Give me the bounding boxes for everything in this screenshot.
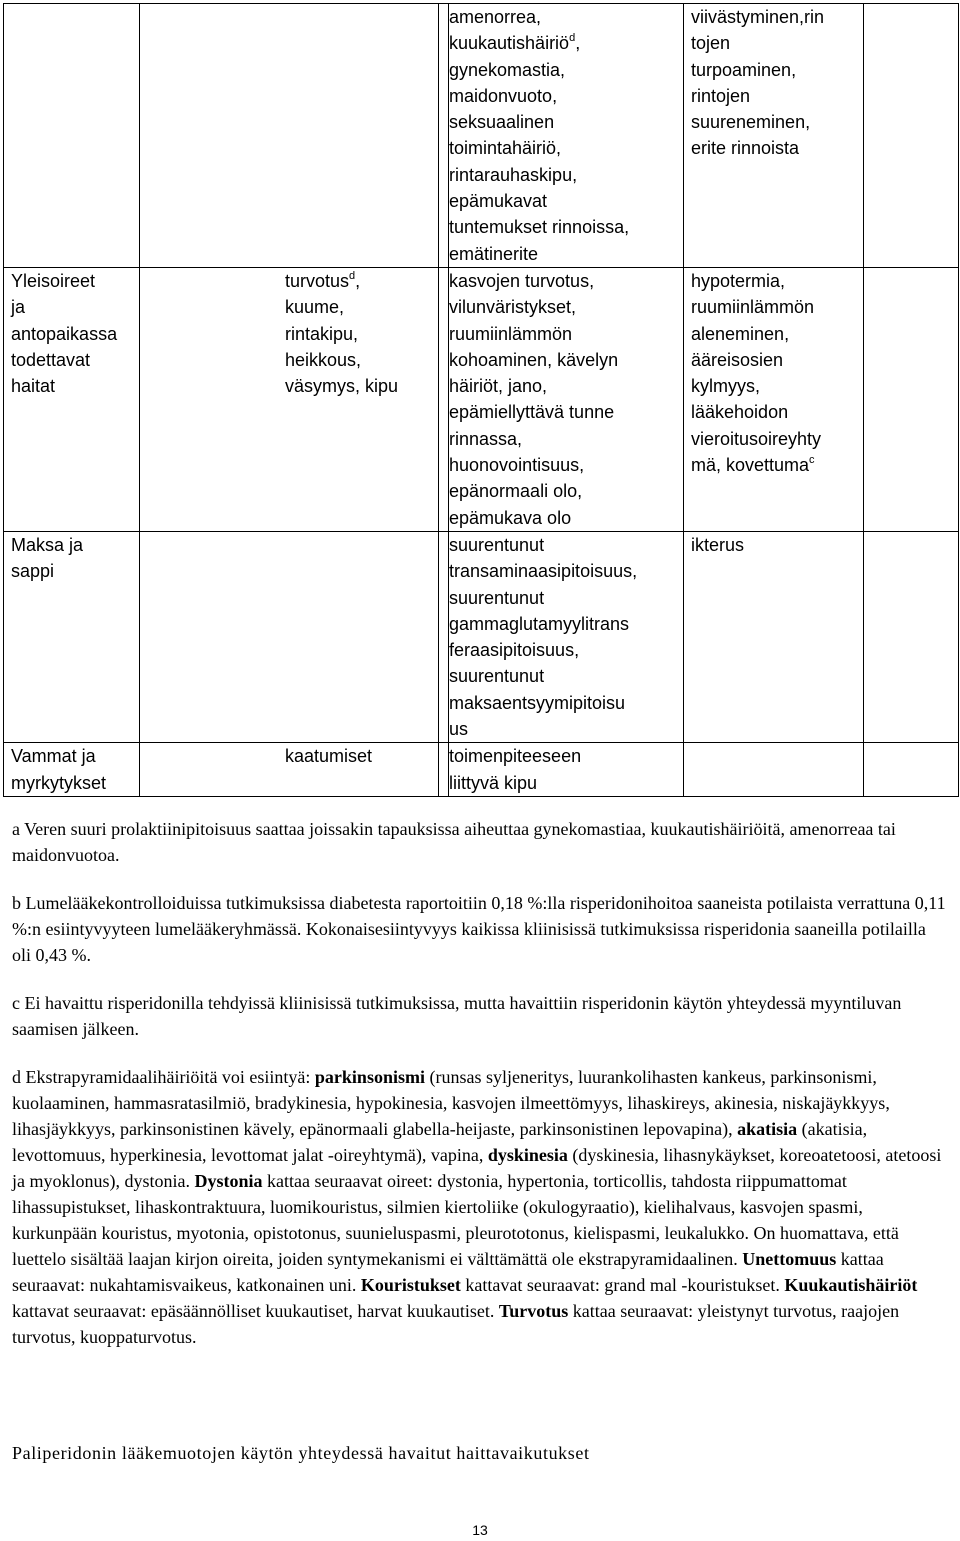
term-akatisia: akatisia bbox=[737, 1119, 798, 1139]
uncommon-effects-cell: toimenpiteeseen liittyvä kipu bbox=[449, 743, 684, 797]
table-row bbox=[4, 743, 959, 797]
term-turvotus: Turvotus bbox=[498, 1301, 569, 1321]
common-effects-cell bbox=[140, 531, 439, 742]
common-effects-cell: kaatumiset bbox=[140, 743, 439, 797]
spacer-cell bbox=[439, 4, 449, 268]
page-number: 13 bbox=[472, 1522, 488, 1538]
spacer-cell bbox=[439, 531, 449, 742]
term-parkinsonismi: parkinsonismi bbox=[314, 1067, 425, 1087]
adverse-effects-table bbox=[3, 3, 959, 797]
footnote-a: a Veren suuri prolaktiinipitoisuus saattaa joissakin tapauksissa aiheuttaa gynekomastiaa, kuukautishäiriöitä, amenorreaa tai maidonvuotoa. bbox=[12, 819, 896, 865]
uncommon-effects-cell: suurentunut transaminaasipitoisuus, suurentunut gammaglutamyylitrans feraasipitoisuus, suurentunut maksaentsyymipitoisu us bbox=[449, 531, 684, 742]
table-row bbox=[4, 531, 959, 742]
footnote-marker: d bbox=[349, 269, 356, 282]
footnote-c: c Ei havaittu risperidonilla tehdyissä kliinisissä tutkimuksissa, mutta havaittiin risperidonin käytön yhteydessä myyntiluvan saamisen jälkeen. bbox=[12, 993, 902, 1039]
empty-cell bbox=[864, 4, 959, 268]
term-kuukautishairiot: Kuukautishäiriöt bbox=[784, 1275, 918, 1295]
footnotes bbox=[12, 816, 947, 1372]
rare-effects-cell: viivästyminen,rin tojen turpoaminen, rintojen suureneminen, erite rinnoista bbox=[684, 4, 864, 268]
term-dyskinesia: dyskinesia bbox=[487, 1145, 568, 1165]
empty-cell bbox=[864, 531, 959, 742]
footnote-b: b Lumelääkekontrolloiduissa tutkimuksissa diabetesta raportoitiin 0,18 %:lla risperidonihoitoa saaneista potilaista verrattuna 0,11 %:n esiintyvyyteen lumelääkeryhmässä. Kokonaisesiintyvyys kaikissa kliinisissä tutkimuksissa risperidonia saaneilla potilailla oli 0,43 %. bbox=[12, 893, 946, 965]
section-title: Paliperidonin lääkemuotojen käytön yhteydessä havaitut haittavaikutukset bbox=[12, 1443, 590, 1463]
common-effects-cell bbox=[140, 4, 439, 268]
rare-effects-cell: hypotermia, ruumiinlämmön aleneminen, ääreisosien kylmyys, lääkehoidon vieroitusoireyhty mä, kovettuma$^c$ bbox=[684, 267, 864, 531]
rare-effects-cell bbox=[684, 743, 864, 797]
spacer-cell bbox=[439, 267, 449, 531]
term-kouristukset: Kouristukset bbox=[360, 1275, 461, 1295]
table-row bbox=[4, 4, 959, 268]
footnote-marker: d bbox=[569, 32, 576, 45]
uncommon-effects-cell: amenorrea, kuukautishäiriö$^d$, gynekomastia, maidonvuoto, seksuaalinen toimintahäiriö, rintarauhaskipu, epämukavat tuntemukset rinnoissa, emätinerite bbox=[449, 4, 684, 268]
organ-class-cell: Vammat ja myrkytykset bbox=[4, 743, 140, 797]
spacer-cell bbox=[439, 743, 449, 797]
organ-class-cell bbox=[4, 4, 140, 268]
footnote-marker: c bbox=[809, 454, 815, 467]
empty-cell bbox=[864, 267, 959, 531]
term-dystonia: Dystonia bbox=[194, 1171, 263, 1191]
footnote-d: d Ekstrapyramidaalihäiriöitä voi esiintyä: parkinsonismi (runsas syljeneritys, luurankolihasten kankeus, parkinsonismi, kuolaaminen, hammasratasilmiö, bradykinesia, hypokinesia, kasvojen ilmeettömyys, lihaskireys, akinesia, niskajäykkyys, lihasjäykkyys, parkinsonistinen kävely, epänormaali glabella-heijaste, parkinsonistinen lepovapina), akatisia (akatisia, levottomuus, hyperkinesia, levottomat jalat -oireyhtymä), vapina, dyskinesia (dyskinesia, lihasnykäykset, koreoatetoosi, atetoosi ja myoklonus), dystonia. Dystonia kattaa seuraavat oireet: dystonia, hypertonia, torticollis, tahdosta riippumattomat lihassupistukset, lihaskontraktuura, luomikouristus, silmien kiertoliike (okulogyraatio), kielihalvaus, kasvojen spasmi, kurkunpään kouristus, myotonia, opistotonus, suunieluspasmi, pleurototonus, kielispasmi, leukalukko. On huomattava, että luettelo sisältää laajan kirjon oireita, joiden syntymekanismi ei välttämättä ole ekstrapyramidaalinen. Unettomuus kattaa seuraavat: nukahtamisvaikeus, katkonainen uni. Kouristukset kattavat seuraavat: grand mal -kouristukset. Kuukautishäiriöt kattavat seuraavat: epäsäännölliset kuukautiset, harvat kuukautiset. Turvotus kattaa seuraavat: yleistynyt turvotus, raajojen turvotus, kuoppaturvotus. bbox=[12, 1067, 942, 1347]
uncommon-effects-cell: kasvojen turvotus, vilunväristykset, ruumiinlämmön kohoaminen, kävelyn häiriöt, jano, epämiellyttävä tunne rinnassa, huonovointisuus, epänormaali olo, epämukava olo bbox=[449, 267, 684, 531]
rare-effects-cell: ikterus bbox=[684, 531, 864, 742]
organ-class-cell: Maksa ja sappi bbox=[4, 531, 140, 742]
organ-class-cell: Yleisoireet ja antopaikassa todettavat haitat bbox=[4, 267, 140, 531]
empty-cell bbox=[864, 743, 959, 797]
table-row bbox=[4, 267, 959, 531]
term-unettomuus: Unettomuus bbox=[742, 1249, 837, 1269]
common-effects-cell: turvotus$^d$, kuume, rintakipu, heikkous, väsymys, kipu bbox=[140, 267, 439, 531]
